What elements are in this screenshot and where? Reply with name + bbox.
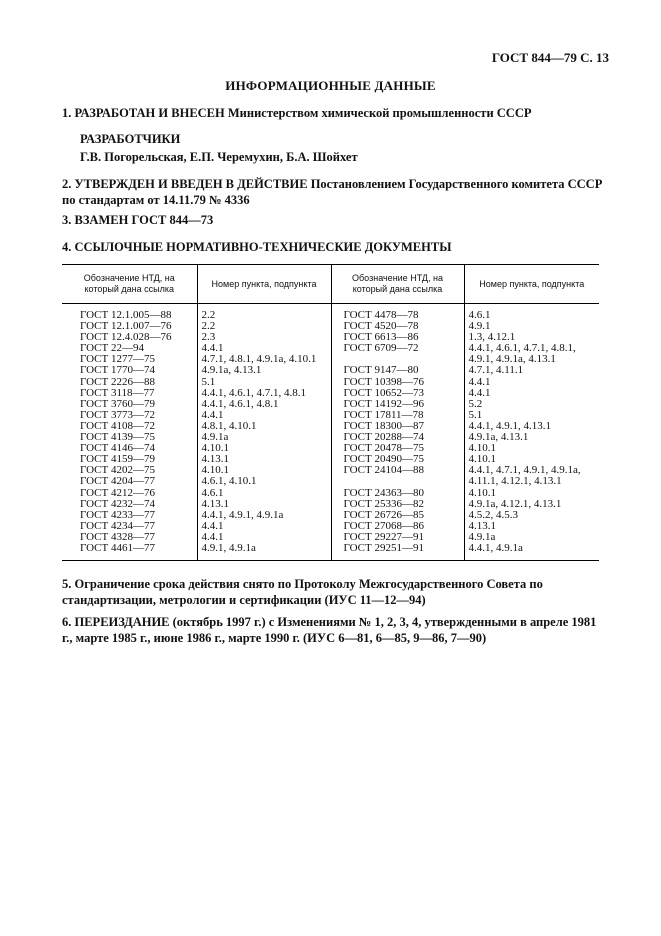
- section-2-number: 2.: [62, 177, 72, 191]
- section-6-text: (октябрь 1997 г.) с Изменениями № 1, 2, 3, 4, утвержденными в апреле 1981 г., марте 1985 г., июне 1986 г., марте 1990 г. (ИУС 6—81, 6—85, 9—86, 7—90): [62, 615, 597, 645]
- cell-right-clause: 4.9.1а: [468, 530, 496, 543]
- cell-left-clause: 5.1: [197, 377, 331, 388]
- cell-left-clause: 4.4.1, 4.6.1, 4.8.1: [197, 399, 331, 410]
- cell-left-clause: 4.13.1: [197, 499, 331, 510]
- cell-right-document: ГОСТ 29227—91: [331, 532, 464, 543]
- cell-left-clause: 2.2: [197, 304, 331, 322]
- section-3-number: 3.: [62, 213, 72, 227]
- section-1: [62, 105, 610, 121]
- cell-right-document: ГОСТ 6613—86: [331, 332, 464, 343]
- cell-left-document: ГОСТ 2226—88: [62, 377, 197, 388]
- cell-right-document: [331, 476, 464, 487]
- cell-left-clause: 4.4.1: [197, 532, 331, 543]
- cell-left-clause: 4.7.1, 4.8.1, 4.9.1а, 4.10.1: [197, 354, 331, 365]
- header-document-right: Обозначение НТД, на который дана ссылка: [331, 265, 464, 304]
- cell-right-clause: 4.5.2, 4.5.3: [468, 508, 518, 521]
- table-body: [62, 304, 599, 561]
- cell-left-clause: 4.10.1: [197, 443, 331, 454]
- cell-right-clause: 4.9.1, 4.9.1а, 4.13.1: [468, 353, 556, 366]
- section-1-number: 1.: [62, 106, 72, 120]
- cell-left-clause: 4.9.1а: [197, 432, 331, 443]
- header-clause-right: Номер пункта, подпункта: [464, 265, 599, 304]
- section-4: [62, 239, 610, 255]
- cell-right-document: ГОСТ 20478—75: [331, 443, 464, 454]
- cell-left-clause: 4.4.1, 4.6.1, 4.7.1, 4.8.1: [197, 388, 331, 399]
- section-4-heading: ССЫЛОЧНЫЕ НОРМАТИВНО-ТЕХНИЧЕСКИЕ ДОКУМЕНТЫ: [74, 240, 452, 254]
- page-header: ГОСТ 844—79 С. 13: [491, 50, 609, 65]
- developers-names: Г.В. Погорельская, Е.П. Черемухин, Б.А. Шойхет: [80, 150, 358, 164]
- cell-left-clause: 4.9.1а, 4.13.1: [197, 365, 331, 376]
- section-3: [62, 212, 610, 228]
- cell-right-clause: 4.4.1, 4.9.1, 4.13.1: [468, 419, 551, 432]
- section-6-heading: ПЕРЕИЗДАНИЕ: [74, 615, 170, 629]
- section-4-number: 4.: [62, 240, 72, 254]
- cell-right-clause: 4.10.1: [468, 442, 496, 455]
- cell-right-clause: 4.6.1: [468, 309, 491, 321]
- section-2-heading: УТВЕРЖДЕН И ВВЕДЕН В ДЕЙСТВИЕ: [74, 177, 308, 191]
- cell-left-document: ГОСТ 3118—77: [62, 388, 197, 399]
- cell-right-clause: 4.11.1, 4.12.1, 4.13.1: [468, 475, 562, 488]
- section-3-heading: ВЗАМЕН ГОСТ 844—73: [74, 213, 214, 227]
- cell-right-clause: 4.4.1: [468, 386, 491, 399]
- cell-left-clause: 4.6.1: [197, 488, 331, 499]
- cell-right-document: ГОСТ 9147—80: [331, 365, 464, 376]
- cell-left-document: ГОСТ 4202—75: [62, 465, 197, 476]
- cell-left-clause: 4.10.1: [197, 465, 331, 476]
- page-title: ИНФОРМАЦИОННЫЕ ДАННЫЕ: [225, 78, 436, 93]
- cell-right-clause: 5.1: [468, 408, 483, 421]
- section-2: [62, 176, 610, 208]
- cell-right-clause: 5.2: [468, 397, 483, 410]
- cell-right-clause: 4.9.1а, 4.12.1, 4.13.1: [468, 497, 562, 510]
- cell-left-document: ГОСТ 4328—77: [62, 532, 197, 543]
- cell-left-document: ГОСТ 4232—74: [62, 499, 197, 510]
- cell-right-clause: 4.9.1: [468, 320, 491, 333]
- cell-left-document: ГОСТ 12.4.028—76: [62, 332, 197, 343]
- header-clause-left: Номер пункта, подпункта: [197, 265, 331, 304]
- cell-right-clause: 4.4.1, 4.9.1а: [464, 543, 599, 561]
- section-6: [62, 614, 610, 646]
- cell-right-document: ГОСТ 14192—96: [331, 399, 464, 410]
- cell-right-document: ГОСТ 27068—86: [331, 521, 464, 532]
- cell-right-document: ГОСТ 10652—73: [331, 388, 464, 399]
- table-row: [62, 304, 599, 322]
- cell-left-document: ГОСТ 4146—74: [62, 443, 197, 454]
- developers-heading: РАЗРАБОТЧИКИ: [80, 132, 181, 146]
- cell-right-document: ГОСТ 20288—74: [331, 432, 464, 443]
- references-table: [62, 264, 599, 561]
- cell-right-document: ГОСТ 24363—80: [331, 488, 464, 499]
- cell-left-document: ГОСТ 4204—77: [62, 476, 197, 487]
- cell-right-document: ГОСТ 18300—87: [331, 421, 464, 432]
- cell-left-clause: 4.4.1: [197, 343, 331, 354]
- section-1-heading: РАЗРАБОТАН И ВНЕСЕН: [74, 106, 225, 120]
- cell-left-document: ГОСТ 12.1.005—88: [62, 304, 197, 322]
- section-5: [62, 576, 610, 608]
- cell-left-clause: 4.13.1: [197, 454, 331, 465]
- section-5-number: 5.: [62, 577, 72, 591]
- cell-right-clause: 4.10.1: [468, 486, 496, 499]
- cell-left-clause: 2.3: [197, 332, 331, 343]
- cell-left-document: ГОСТ 4233—77: [62, 510, 197, 521]
- cell-right-document: ГОСТ 6709—72: [331, 343, 464, 354]
- table-row: [62, 365, 599, 376]
- cell-left-document: ГОСТ 4212—76: [62, 488, 197, 499]
- cell-left-document: ГОСТ 1277—75: [62, 354, 197, 365]
- cell-left-clause: 2.2: [197, 321, 331, 332]
- table-row: [62, 377, 599, 388]
- header-document-left: Обозначение НТД, на который дана ссылка: [62, 265, 197, 304]
- cell-left-document: ГОСТ 4461—77: [62, 543, 197, 561]
- cell-right-document: ГОСТ 25336—82: [331, 499, 464, 510]
- cell-right-document: ГОСТ 29251—91: [331, 543, 464, 561]
- cell-right-clause: 4.7.1, 4.11.1: [468, 364, 524, 377]
- table-header-row: [62, 265, 599, 304]
- table-row: [62, 476, 599, 487]
- cell-right-document: ГОСТ 20490—75: [331, 454, 464, 465]
- cell-right-document: ГОСТ 24104—88: [331, 465, 464, 476]
- section-6-number: 6.: [62, 615, 72, 629]
- cell-right-clause: 4.4.1, 4.6.1, 4.7.1, 4.8.1,: [468, 342, 576, 355]
- section-1-text: Министерством химической промышленности СССР: [224, 106, 532, 120]
- cell-right-clause: 4.4.1, 4.7.1, 4.9.1, 4.9.1а,: [468, 464, 581, 477]
- cell-left-document: ГОСТ 4234—77: [62, 521, 197, 532]
- cell-left-document: ГОСТ 1770—74: [62, 365, 197, 376]
- cell-left-clause: 4.4.1: [197, 410, 331, 421]
- cell-right-document: ГОСТ 4520—78: [331, 321, 464, 332]
- cell-left-document: ГОСТ 22—94: [62, 343, 197, 354]
- cell-left-document: ГОСТ 3773—72: [62, 410, 197, 421]
- cell-left-clause: 4.4.1: [197, 521, 331, 532]
- cell-right-clause: 4.9.1а, 4.13.1: [468, 431, 529, 444]
- cell-right-clause: 4.13.1: [468, 519, 496, 532]
- cell-right-clause: 1.3, 4.12.1: [468, 331, 516, 344]
- cell-right-document: ГОСТ 26726—85: [331, 510, 464, 521]
- cell-left-document: ГОСТ 4108—72: [62, 421, 197, 432]
- cell-right-document: ГОСТ 10398—76: [331, 377, 464, 388]
- cell-left-document: ГОСТ 4139—75: [62, 432, 197, 443]
- cell-right-document: ГОСТ 17811—78: [331, 410, 464, 421]
- section-5-text: Ограничение срока действия снято по Протоколу Межгосударственного Совета по стандартизации, метрологии и сертификации (ИУС 11—12—94): [62, 577, 543, 607]
- cell-right-clause: 4.4.1: [468, 375, 491, 388]
- cell-left-document: ГОСТ 12.1.007—76: [62, 321, 197, 332]
- cell-left-document: ГОСТ 3760—79: [62, 399, 197, 410]
- cell-left-clause: 4.4.1, 4.9.1, 4.9.1а: [197, 510, 331, 521]
- cell-left-clause: 4.6.1, 4.10.1: [197, 476, 331, 487]
- cell-right-clause: 4.10.1: [468, 453, 496, 466]
- cell-left-clause: 4.8.1, 4.10.1: [197, 421, 331, 432]
- cell-left-document: ГОСТ 4159—79: [62, 454, 197, 465]
- cell-left-clause: 4.9.1, 4.9.1а: [197, 543, 331, 561]
- table-row: [62, 543, 599, 561]
- table-row: [62, 488, 599, 499]
- section-2-text: Постановлением Государственного комитета СССР по стандартам от 14.11.79 № 4336: [62, 177, 603, 207]
- cell-right-document: ГОСТ 4478—78: [331, 304, 464, 322]
